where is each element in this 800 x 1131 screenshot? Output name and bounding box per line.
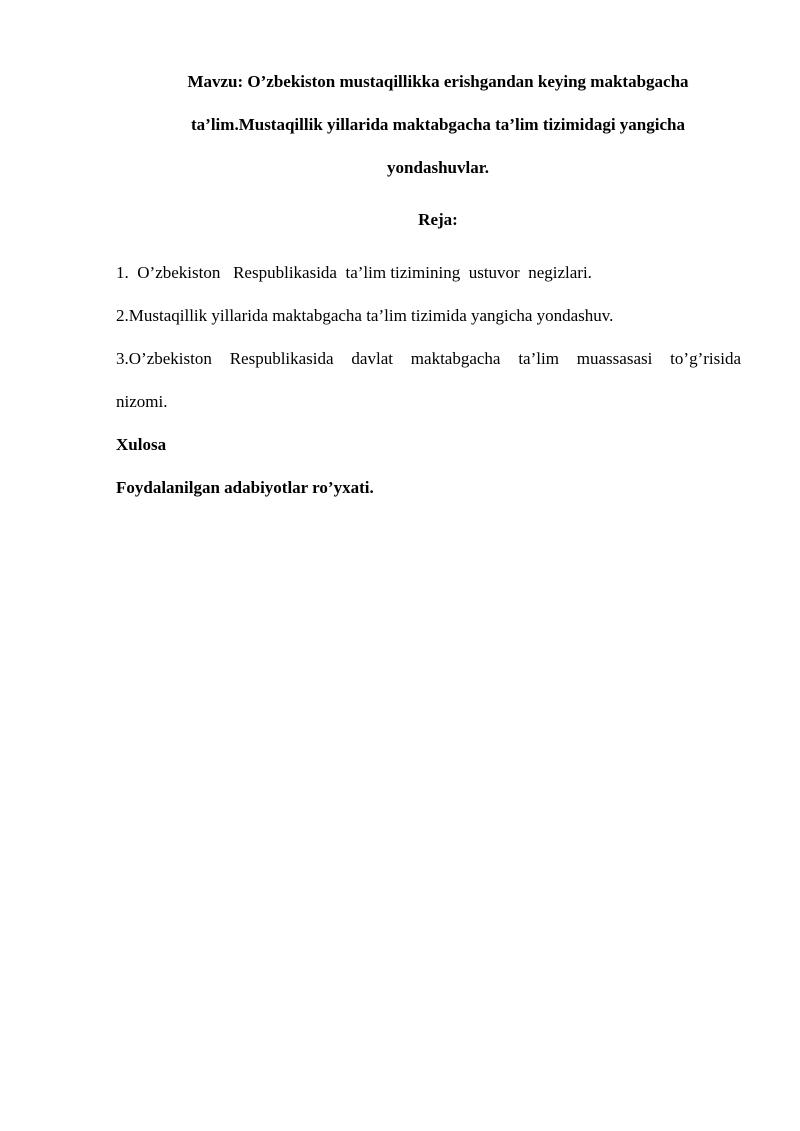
references-heading: Foydalanilgan adabiyotlar ro’yxati. [116,478,374,497]
plan-item-1: 1. O’zbekiston Respublikasida ta’lim tizimining ustuvor negizlari. [116,263,592,282]
plan-list [116,251,741,509]
plan-item-3: 3.O’zbekiston Respublikasida davlat maktabgacha ta’lim muassasasi to’g’risida [116,349,741,368]
conclusion-heading: Xulosa [116,435,167,454]
plan-heading: Reja: [418,210,458,229]
plan-item-2: 2.Mustaqillik yillarida maktabgacha ta’lim tizimida yangicha yondashuv. [116,306,614,325]
plan-item-3-continued: nizomi. [116,392,168,411]
title-line-2: ta’lim.Mustaqillik yillarida maktabgacha ta’lim tizimidagi yangicha [191,115,685,134]
title-line-3: yondashuvlar. [387,158,489,177]
title-line-1: Mavzu: O’zbekiston mustaqillikka erishgandan keying maktabgacha [187,72,689,91]
document-title [138,60,738,189]
